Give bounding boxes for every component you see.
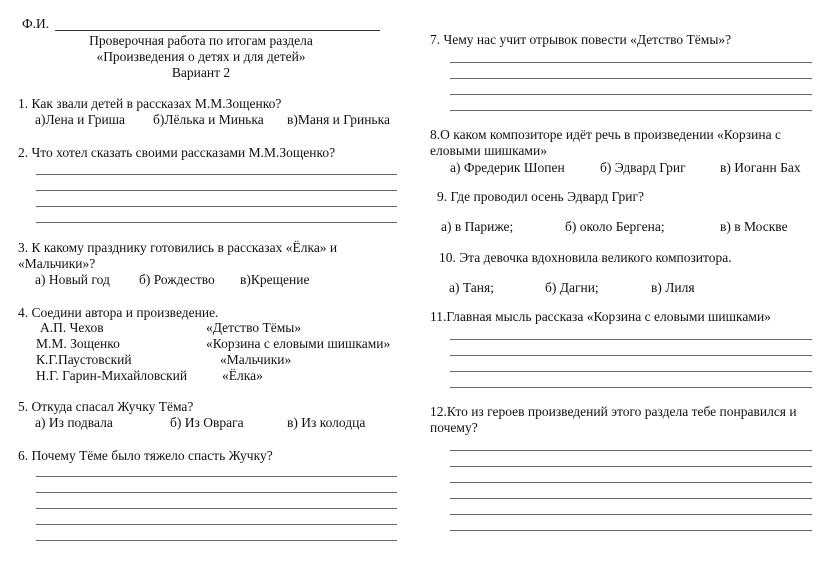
question-3-line-1: 3. К какому празднику готовились в рассказах «Ёлка» и bbox=[18, 240, 338, 255]
variant-label: Вариант 2 bbox=[171, 65, 231, 80]
q9-option-a: а) в Париже; bbox=[441, 219, 514, 234]
q3-option-c: в)Крещение bbox=[240, 272, 310, 287]
q3-option-b: б) Рождество bbox=[139, 272, 215, 287]
answer-line[interactable] bbox=[36, 540, 397, 541]
q3-option-a: а) Новый год bbox=[35, 272, 110, 287]
answer-line[interactable] bbox=[36, 492, 397, 493]
author: М.М. Зощенко bbox=[36, 336, 120, 351]
name-input-line[interactable] bbox=[55, 30, 380, 31]
q8-option-a: а) Фредерик Шопен bbox=[450, 160, 565, 175]
author: Н.Г. Гарин-Михайловский bbox=[36, 368, 188, 383]
answer-line[interactable] bbox=[450, 466, 812, 467]
question-1: 1. Как звали детей в рассказах М.М.Зощенко? bbox=[18, 96, 282, 111]
answer-line[interactable] bbox=[450, 482, 812, 483]
author: А.П. Чехов bbox=[40, 320, 104, 335]
question-3-line-2: «Мальчики»? bbox=[18, 256, 96, 271]
work: «Ёлка» bbox=[222, 368, 263, 383]
q9-option-b: б) около Бергена; bbox=[565, 219, 665, 234]
q10-option-b: б) Дагни; bbox=[545, 280, 599, 295]
question-4: 4. Соедини автора и произведение. bbox=[18, 305, 219, 320]
answer-line[interactable] bbox=[450, 110, 812, 111]
q10-option-a: а) Таня; bbox=[449, 280, 494, 295]
answer-line[interactable] bbox=[36, 508, 397, 509]
work: «Корзина с еловыми шишками» bbox=[206, 336, 391, 351]
work: «Детство Тёмы» bbox=[206, 320, 302, 335]
question-8-line-1: 8.О каком композиторе идёт речь в произведении «Корзина с bbox=[430, 127, 781, 142]
q8-option-b: б) Эдвард Григ bbox=[600, 160, 686, 175]
answer-line[interactable] bbox=[450, 78, 812, 79]
answer-line[interactable] bbox=[450, 371, 812, 372]
q9-option-c: в) в Москве bbox=[720, 219, 788, 234]
question-8-line-2: еловыми шишками» bbox=[430, 143, 547, 158]
question-5: 5. Откуда спасал Жучку Тёма? bbox=[18, 399, 194, 414]
question-10: 10. Эта девочка вдохновила великого композитора. bbox=[439, 250, 732, 265]
q5-option-b: б) Из Оврага bbox=[170, 415, 244, 430]
answer-line[interactable] bbox=[36, 222, 397, 223]
answer-line[interactable] bbox=[450, 339, 812, 340]
answer-line[interactable] bbox=[450, 498, 812, 499]
question-2: 2. Что хотел сказать своими рассказами М.М.Зощенко? bbox=[18, 145, 336, 160]
question-9: 9. Где проводил осень Эдвард Григ? bbox=[437, 189, 644, 204]
answer-line[interactable] bbox=[36, 524, 397, 525]
answer-line[interactable] bbox=[450, 514, 812, 515]
author: К.Г.Паустовский bbox=[36, 352, 132, 367]
q1-option-c: в)Маня и Гринька bbox=[287, 112, 390, 127]
answer-line[interactable] bbox=[450, 355, 812, 356]
answer-line[interactable] bbox=[450, 387, 812, 388]
q5-option-c: в) Из колодца bbox=[287, 415, 366, 430]
q1-option-a: а)Лена и Гриша bbox=[35, 112, 126, 127]
name-label: Ф.И. bbox=[22, 16, 50, 31]
question-12-line-2: почему? bbox=[430, 420, 478, 435]
question-12-line-1: 12.Кто из героев произведений этого раздела тебе понравился и bbox=[430, 404, 797, 419]
question-11: 11.Главная мысль рассказа «Корзина с еловыми шишками» bbox=[430, 309, 771, 324]
title-line-2: «Произведения о детях и для детей» bbox=[96, 49, 306, 64]
question-6: 6. Почему Тёме было тяжело спасть Жучку? bbox=[18, 448, 273, 463]
q1-option-b: б)Лёлька и Минька bbox=[153, 112, 264, 127]
answer-line[interactable] bbox=[450, 450, 812, 451]
answer-line[interactable] bbox=[450, 530, 812, 531]
q5-option-a: а) Из подвала bbox=[35, 415, 113, 430]
answer-line[interactable] bbox=[450, 62, 812, 63]
answer-line[interactable] bbox=[36, 206, 397, 207]
answer-line[interactable] bbox=[36, 174, 397, 175]
answer-line[interactable] bbox=[450, 94, 812, 95]
q8-option-c: в) Иоганн Бах bbox=[720, 160, 801, 175]
q10-option-c: в) Лиля bbox=[651, 280, 695, 295]
question-7: 7. Чему нас учит отрывок повести «Детство Тёмы»? bbox=[430, 32, 732, 47]
answer-line[interactable] bbox=[36, 476, 397, 477]
title-line-1: Проверочная работа по итогам раздела bbox=[89, 33, 313, 48]
answer-line[interactable] bbox=[36, 190, 397, 191]
work: «Мальчики» bbox=[220, 352, 292, 367]
